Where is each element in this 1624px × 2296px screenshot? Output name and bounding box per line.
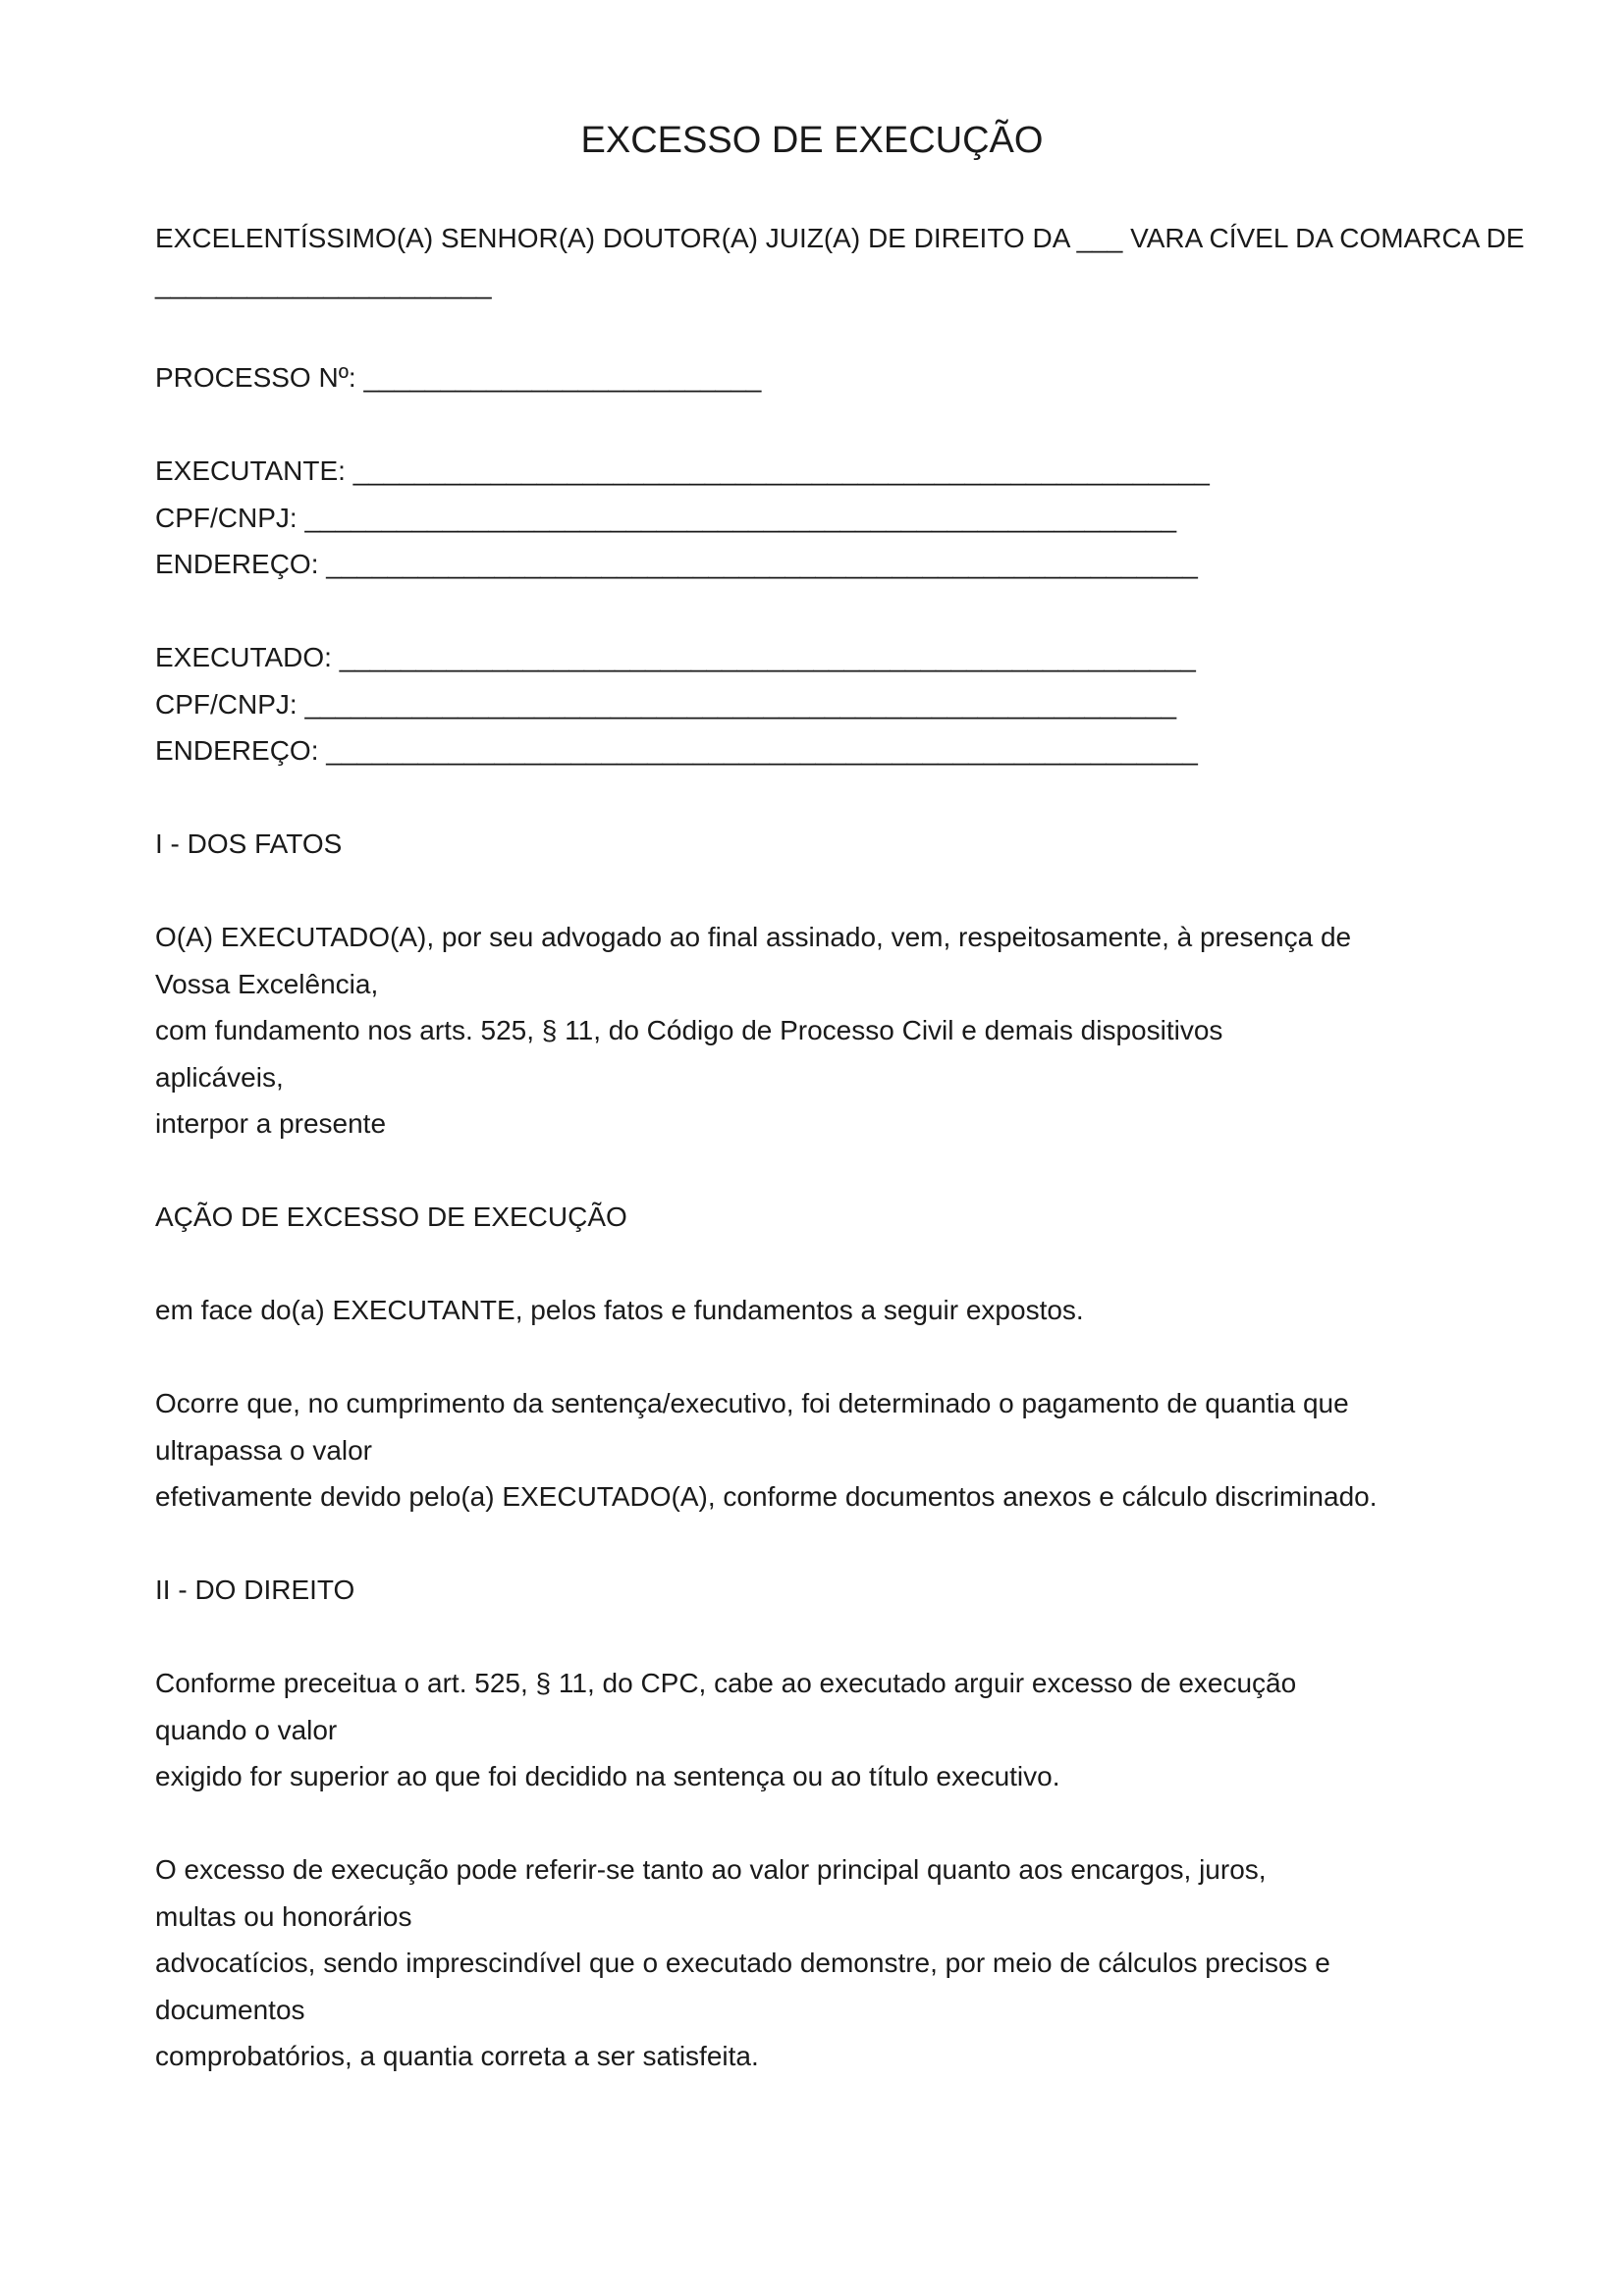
paragraph-line: multas ou honorários — [155, 1901, 412, 1932]
document-title: EXCESSO DE EXECUÇÃO — [580, 120, 1044, 161]
paragraph-line: O(A) EXECUTADO(A), por seu advogado ao final assinado, vem, respeitosamente, à presença de — [155, 922, 1352, 952]
paragraph-line: quando o valor — [155, 1715, 338, 1745]
processo-field: PROCESSO Nº: __________________________ — [155, 362, 762, 393]
paragraph-line: com fundamento nos arts. 525, § 11, do Código de Processo Civil e demais dispositivos — [155, 1015, 1223, 1045]
addressee-line: EXCELENTÍSSIMO(A) SENHOR(A) DOUTOR(A) JUIZ(A) DE DIREITO DA ___ VARA CÍVEL DA COMARCA DE — [155, 223, 1525, 253]
paragraph-line: exigido for superior ao que foi decidido na sentença ou ao título executivo. — [155, 1761, 1060, 1791]
paragraph-line: Conforme preceitua o art. 525, § 11, do CPC, cabe ao executado arguir excesso de execução — [155, 1668, 1297, 1698]
paragraph-line: ultrapassa o valor — [155, 1435, 373, 1466]
executado-cpf-field: CPF/CNPJ: _________________________________________________________ — [155, 689, 1177, 720]
paragraph-line: O excesso de execução pode referir-se tanto ao valor principal quanto aos encargos, juros, — [155, 1854, 1267, 1885]
paragraph-line: em face do(a) EXECUTANTE, pelos fatos e fundamentos a seguir expostos. — [155, 1295, 1084, 1325]
paragraph-line: Vossa Excelência, — [155, 969, 379, 999]
executante-field: EXECUTANTE: ________________________________________________________ — [155, 455, 1210, 486]
comarca-blank: ______________________ — [155, 269, 492, 299]
section-heading-fatos: I - DOS FATOS — [155, 828, 343, 859]
executante-endereco-field: ENDEREÇO: _________________________________________________________ — [155, 549, 1198, 579]
paragraph-line: aplicáveis, — [155, 1062, 284, 1093]
executado-field: EXECUTADO: ________________________________________________________ — [155, 642, 1196, 672]
paragraph-line: efetivamente devido pelo(a) EXECUTADO(A), conforme documentos anexos e cálculo discriminado. — [155, 1481, 1378, 1512]
paragraph-line: comprobatórios, a quantia correta a ser satisfeita. — [155, 2041, 759, 2071]
action-title: AÇÃO DE EXCESSO DE EXECUÇÃO — [155, 1201, 627, 1232]
executante-cpf-field: CPF/CNPJ: _________________________________________________________ — [155, 503, 1177, 533]
paragraph-line: Ocorre que, no cumprimento da sentença/executivo, foi determinado o pagamento de quantia que — [155, 1388, 1349, 1418]
executado-endereco-field: ENDEREÇO: _________________________________________________________ — [155, 735, 1198, 766]
paragraph-line: interpor a presente — [155, 1108, 387, 1139]
paragraph-line: advocatícios, sendo imprescindível que o executado demonstre, por meio de cálculos precisos e — [155, 1948, 1330, 1978]
paragraph-line: documentos — [155, 1995, 305, 2025]
section-heading-direito: II - DO DIREITO — [155, 1575, 355, 1605]
